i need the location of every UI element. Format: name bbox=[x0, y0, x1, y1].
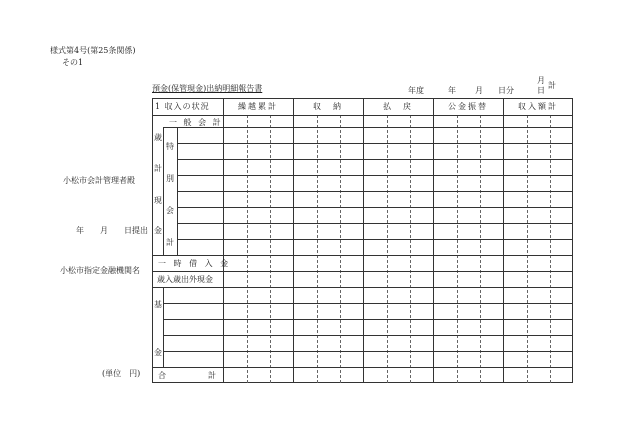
header-transfer: 公金振替 bbox=[448, 102, 488, 111]
period-hi: 日 bbox=[537, 86, 545, 95]
header-refunds: 払 戻 bbox=[383, 102, 413, 111]
period-day: 日分 bbox=[498, 86, 514, 95]
row-line bbox=[163, 351, 573, 352]
label-fund-kin: 金 bbox=[154, 348, 162, 357]
label-sai: 歳 bbox=[154, 133, 162, 142]
row-temporary-borrowing: 一 時 借 入 金 bbox=[158, 259, 231, 268]
unit-note: (単位 円) bbox=[102, 369, 141, 378]
col-line bbox=[503, 98, 504, 383]
header-income-total: 収入額計 bbox=[518, 102, 558, 111]
form-number: 様式第4号(第25条関係) bbox=[50, 46, 136, 55]
form-part: その1 bbox=[62, 58, 84, 67]
row-line bbox=[177, 191, 573, 192]
label-ki: 基 bbox=[154, 300, 162, 309]
period-getsu: 月 bbox=[537, 76, 545, 85]
digit-divider bbox=[527, 115, 528, 383]
digit-divider bbox=[270, 115, 271, 383]
label-kei: 計 bbox=[154, 164, 162, 173]
form-title: 預金(保管現金)出納明細報告書 bbox=[152, 84, 263, 93]
label-divider bbox=[163, 287, 164, 367]
period-month: 月 bbox=[475, 86, 483, 95]
header-income-status: 1 収入の状況 bbox=[155, 102, 210, 111]
col-line bbox=[293, 98, 294, 383]
digit-divider bbox=[317, 115, 318, 383]
row-line bbox=[177, 175, 573, 176]
header-line bbox=[152, 115, 573, 116]
row-line bbox=[152, 367, 573, 368]
digit-divider bbox=[247, 115, 248, 383]
digit-divider bbox=[480, 115, 481, 383]
label-total-kei: 計 bbox=[208, 371, 216, 380]
label-divider bbox=[163, 127, 164, 255]
row-line bbox=[177, 223, 573, 224]
period-year: 年 bbox=[448, 86, 456, 95]
col-line bbox=[433, 98, 434, 383]
row-line bbox=[177, 159, 573, 160]
row-line bbox=[152, 255, 573, 256]
row-line bbox=[152, 271, 573, 272]
label-toku: 特 bbox=[166, 142, 174, 151]
row-line bbox=[163, 319, 573, 320]
label-gen: 現 bbox=[154, 196, 162, 205]
period-nendo: 年度 bbox=[408, 86, 424, 95]
digit-divider bbox=[387, 115, 388, 383]
row-non-revenue-cash: 歳入歳出外現金 bbox=[157, 275, 213, 284]
label-betsu: 別 bbox=[166, 174, 174, 183]
label-kai: 会 bbox=[166, 206, 174, 215]
institution-name: 小松市指定金融機関名 bbox=[60, 266, 140, 275]
period-kei: 計 bbox=[548, 81, 556, 90]
col-line bbox=[363, 98, 364, 383]
row-line bbox=[163, 127, 573, 128]
submission-date: 年 月 日提出 bbox=[76, 226, 148, 235]
digit-divider bbox=[457, 115, 458, 383]
label-kin: 金 bbox=[154, 226, 162, 235]
digit-divider bbox=[410, 115, 411, 383]
row-line bbox=[177, 143, 573, 144]
row-line bbox=[177, 207, 573, 208]
row-line bbox=[163, 335, 573, 336]
label-total-go: 合 bbox=[158, 371, 166, 380]
row-line bbox=[177, 239, 573, 240]
row-line bbox=[152, 287, 573, 288]
label-keisan: 計 bbox=[166, 238, 174, 247]
addressee: 小松市会計管理者殿 bbox=[63, 176, 135, 185]
digit-divider bbox=[340, 115, 341, 383]
header-carryover: 繰越累計 bbox=[238, 102, 278, 111]
header-receipts: 収 納 bbox=[313, 102, 343, 111]
digit-divider bbox=[550, 115, 551, 383]
col-line bbox=[223, 98, 224, 383]
row-general-account: 一 般 会 計 bbox=[169, 118, 223, 127]
report-table bbox=[152, 98, 573, 383]
row-line bbox=[163, 303, 573, 304]
